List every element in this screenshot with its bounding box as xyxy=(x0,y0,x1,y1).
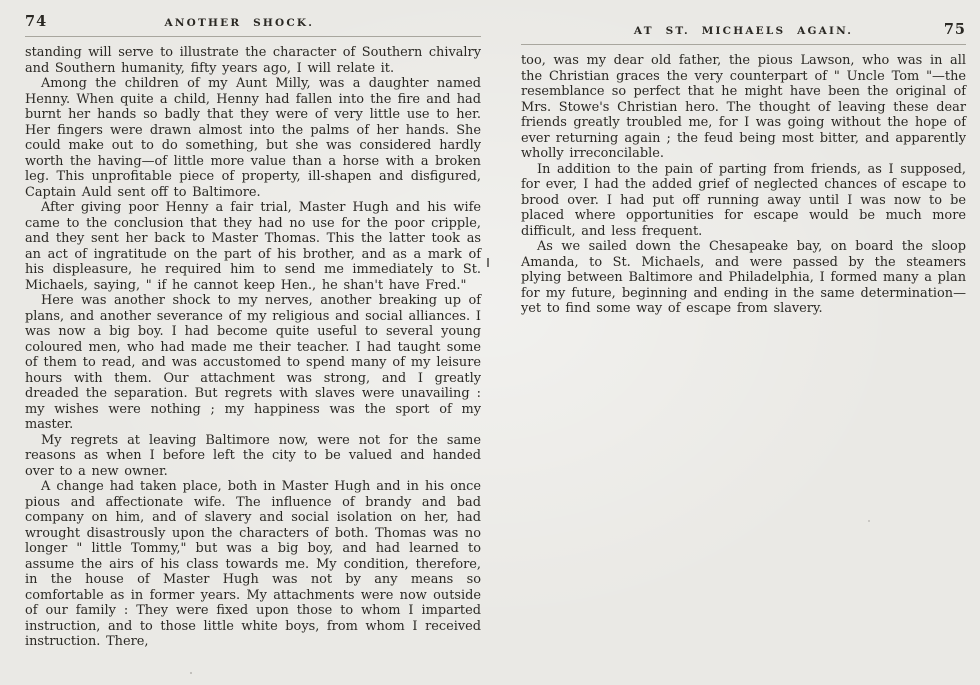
paragraph: Here was another shock to my nerves, another breaking up of plans, and another severance of my religious and social alliances. I was now a big boy. I had become quite useful to several young coloured men, who had made me their teacher. I had taught some of them to read, and was accustomed to spend many of my leisure hours with them. Our attachment was strong, and I greatly dreaded the separation. But regrets with slaves were unavailing : my wishes were nothing ; my happiness was the sport of my master. xyxy=(25,293,481,432)
page-number-left: 74 xyxy=(25,13,48,30)
page-header-left xyxy=(25,13,481,33)
header-rule-right xyxy=(521,44,966,45)
page-right xyxy=(521,0,966,317)
scan-artifact-mark xyxy=(487,258,489,267)
page-header-right xyxy=(521,21,966,41)
scan-artifact-speck xyxy=(190,672,192,674)
paragraph: After giving poor Henny a fair trial, Master Hugh and his wife came to the conclusion that they had no use for the poor cripple, and they sent her back to Master Thomas. This the latter took as an act of ingratitude on the part of his brother, and as a mark of his displeasure, he required him to send me immediately to St. Michaels, saying, " if he cannot keep Hen., he shan't have Fred." xyxy=(25,200,481,293)
paragraph: In addition to the pain of parting from friends, as I supposed, for ever, I had the added grief of neglected chances of escape to brood over. I had put off running away until I was now to be placed where opportunities for escape would be much more difficult, and less frequent. xyxy=(521,161,966,239)
page-body-right xyxy=(521,53,966,317)
scan-artifact-speck xyxy=(868,520,870,522)
page-body-left xyxy=(25,45,481,650)
paragraph: My regrets at leaving Baltimore now, were not for the same reasons as when I before left the city to be valued and handed over to a new owner. xyxy=(25,432,481,479)
page-left xyxy=(25,0,481,650)
running-title-left: ANOTHER SHOCK. xyxy=(164,17,315,29)
paragraph: A change had taken place, both in Master Hugh and in his once pious and affectionate wife. The influence of brandy and bad company on him, and of slavery and social isolation on her, had wrought disastrously upon the characters of both. Thomas was no longer " little Tommy," but was a big boy, and had learned to assume the airs of his class towards me. My condition, therefore, in the house of Master Hugh was not by any means so comfortable as in former years. My attachments were now outside of our family : They were fixed upon those to whom I imparted instruction, and to those little white boys, from whom I received instruction. There, xyxy=(25,479,481,649)
paragraph: too, was my dear old father, the pious Lawson, who was in all the Christian graces the very counterpart of " Uncle Tom "—the resemblance so perfect that he might have been the original of Mrs. Stowe's Christian hero. The thought of leaving these dear friends greatly troubled me, for I was going without the hope of ever returning again ; the feud being most bitter, and apparently wholly irreconcilable. xyxy=(521,53,966,161)
paragraph: standing will serve to illustrate the character of Southern chivalry and Southern humanity, fifty years ago, I will relate it. xyxy=(25,45,481,76)
header-rule-left xyxy=(25,36,481,37)
running-title-right: AT ST. MICHAELS AGAIN. xyxy=(633,25,854,37)
page-number-right: 75 xyxy=(943,21,966,38)
scan-artifact-speck xyxy=(470,252,472,254)
paragraph: As we sailed down the Chesapeake bay, on board the sloop Amanda, to St. Michaels, and were passed by the steamers plying between Baltimore and Philadelphia, I formed many a plan for my future, beginning and ending in the same determination—yet to find some way of escape from slavery. xyxy=(521,239,966,316)
paragraph: Among the children of my Aunt Milly, was a daughter named Henny. When quite a child, Henny had fallen into the fire and had burnt her hands so badly that they were of very little use to her. Her fingers were drawn almost into the palms of her hands. She could make out to do something, but she was considered hardly worth the having—of little more value than a horse with a broken leg. This unprofitable piece of property, ill-shapen and disfigured, Captain Auld sent off to Baltimore. xyxy=(25,76,481,200)
